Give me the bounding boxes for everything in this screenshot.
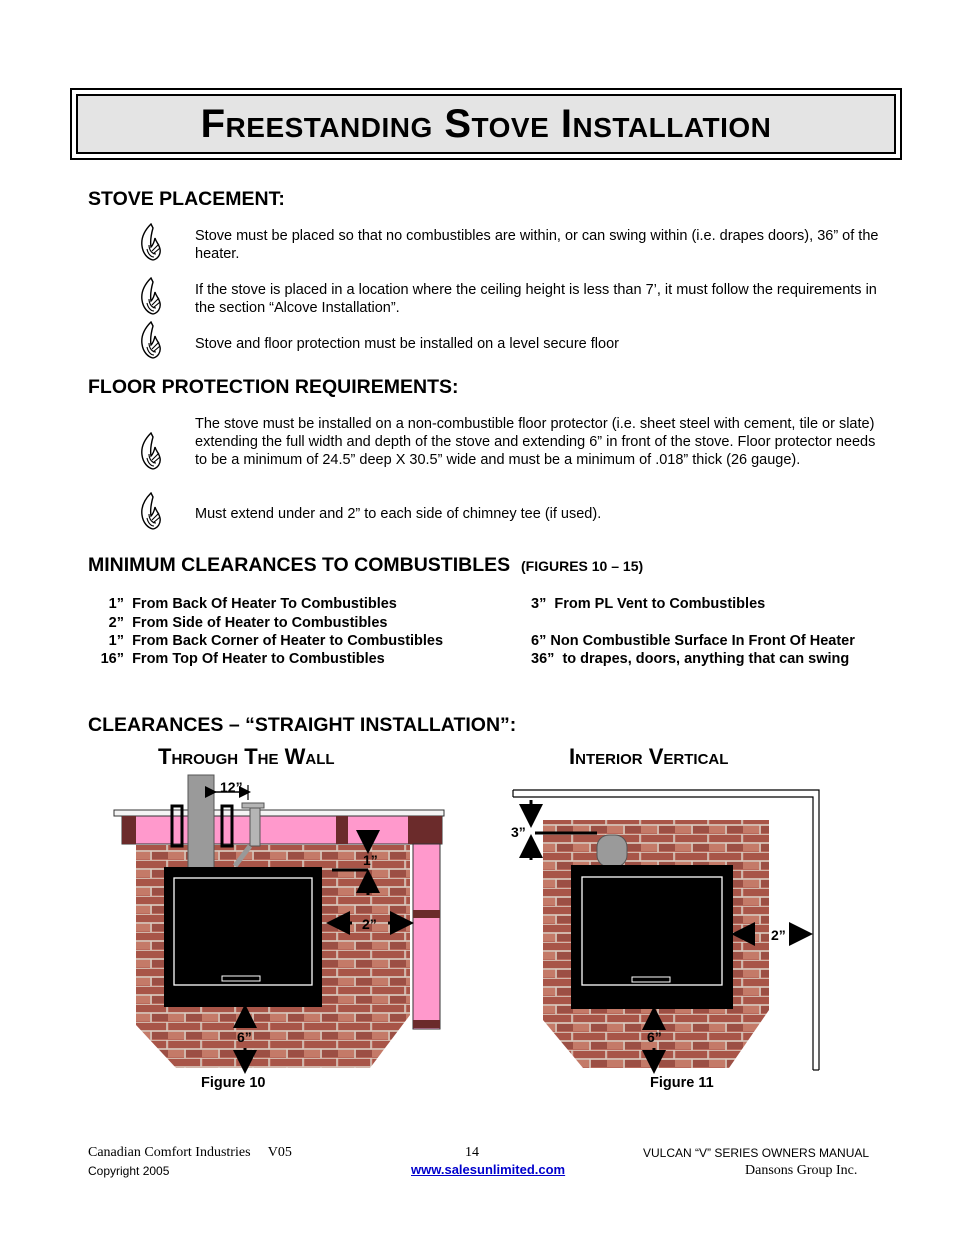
clearances-heading [88,554,643,577]
flame-bullet-icon [139,432,163,470]
vent-cap [250,806,260,846]
page-number: 14 [465,1145,479,1160]
clearance-value: 36” [531,651,555,667]
floor-item-1: The stove must be installed on a non-combustible floor protector (i.e. sheet steel with cement, tile or slate) extending the full width and depth of the stove and extending 6” in front of the stove. Floor protector needs to be a minimum of 24.5” deep X 30.5” wide and must be a minimum of .018” thick (26 gauge). [195,416,876,468]
footer-group: Dansons Group Inc. [745,1163,858,1178]
clearance-left-1 [88,596,397,612]
wall-insulation [122,816,442,844]
clearance-value: 2” [108,615,124,631]
interior-vertical-subheading: Interior Vertical [569,744,729,769]
dim-2-label: 2” [771,927,786,943]
floor-item-2: Must extend under and 2” to each side of chimney tee (if used). [195,506,602,522]
placement-item-2: If the stove is placed in a location where the ceiling height is less than 7’, it must follow the requirements in the section “Alcove Installation”. [195,282,877,316]
clearance-right-3 [531,651,849,667]
title-inner-frame [76,94,896,154]
clearance-text: From Top Of Heater to Combustibles [132,651,385,667]
clearances-figure-note: (FIGURES 10 – 15) [520,558,644,574]
side-wall-stud [413,910,440,918]
stove-placement-heading: STOVE PLACEMENT: [88,188,285,210]
flame-bullet-icon [139,321,163,359]
footer-company [88,1145,292,1161]
clearance-value: 16” [100,651,124,667]
clearance-value: 6” [531,633,547,649]
vent-pipe [188,775,214,868]
figure-11-caption: Figure 11 [650,1075,714,1091]
figure-10-caption: Figure 10 [201,1075,266,1091]
clearance-text: From Side of Heater to Combustibles [132,615,388,631]
vent-cap-top [242,803,264,808]
side-wall-stud [413,1020,440,1028]
floor-protection-heading: FLOOR PROTECTION REQUIREMENTS: [88,376,459,398]
footer-version: V05 [267,1145,292,1160]
dim-1-label: 1” [363,852,378,868]
footer-url-link[interactable]: www.salesunlimited.com [411,1162,566,1177]
title-frame [70,88,902,160]
footer-company-name: Canadian Comfort Industries [88,1145,251,1160]
through-wall-subheading: Through The Wall [158,744,335,769]
clearance-left-4 [88,651,385,667]
flame-bullet-icon [139,492,163,530]
dim-2-label: 2” [362,916,377,932]
wall-stud [336,816,348,844]
footer-manual-title: VULCAN “V” SERIES OWNERS MANUAL [643,1146,870,1160]
clearance-left-3 [88,633,443,649]
placement-item-1: Stove must be placed so that no combustibles are within, or can swing within (i.e. drapes doors), 36” of the heater. [195,228,879,262]
dim-6-label: 6” [237,1029,252,1045]
flame-bullet-icon [139,277,163,315]
clearance-text: From PL Vent to Combustibles [554,596,766,612]
stove-body [164,867,322,1007]
page-title: Freestanding Stove Installation [200,101,772,146]
vent-pipe [597,835,627,867]
wall-stud [408,816,442,844]
clearance-text: From Back Corner of Heater to Combustibles [132,633,444,649]
clearance-right-2 [531,633,855,649]
straight-installation-heading: CLEARANCES – “STRAIGHT INSTALLATION”: [88,714,517,736]
clearance-value: 3” [531,596,547,612]
placement-item-3: Stove and floor protection must be installed on a level secure floor [195,336,619,352]
stove-body [571,865,733,1009]
clearance-value: 1” [108,596,124,612]
clearance-value: 1” [108,633,124,649]
wall-stud [122,816,136,844]
clearance-left-2 [88,615,387,631]
dim-6-label: 6” [647,1029,662,1045]
clearance-text: Non Combustible Surface In Front Of Heater [550,633,855,649]
figure-10-diagram [100,770,460,1075]
dim-12-label: 12” [220,779,243,795]
flame-bullet-icon [139,223,163,261]
side-wall-insulation [413,844,440,1029]
footer-copyright: Copyright 2005 [88,1164,170,1178]
clearance-text: to drapes, doors, anything that can swing [558,651,850,667]
clearances-heading-text: MINIMUM CLEARANCES TO COMBUSTIBLES [88,554,511,576]
ceiling-beam [114,810,444,816]
figure-11-diagram [505,780,830,1075]
clearance-right-1 [531,596,765,612]
dim-3-label: 3” [511,824,526,840]
clearance-text: From Back Of Heater To Combustibles [132,596,397,612]
